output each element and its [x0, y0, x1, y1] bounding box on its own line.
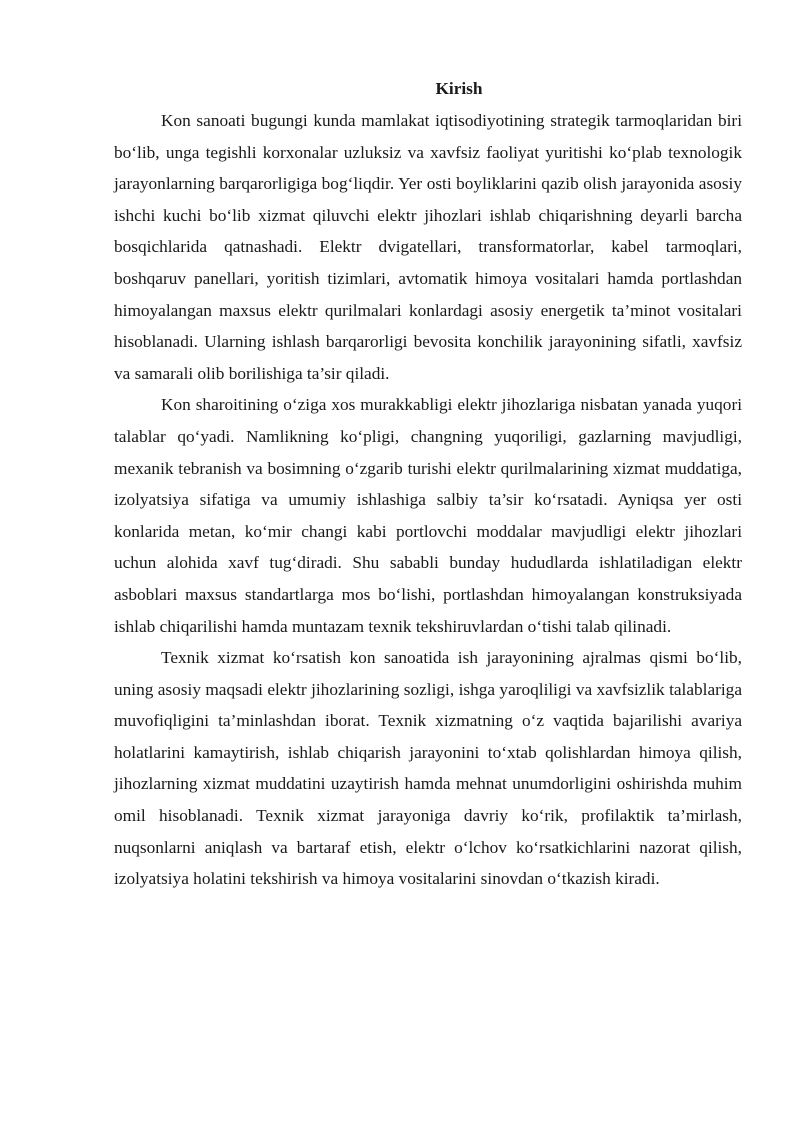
- paragraph-2: Kon sharoitining o‘ziga xos murakkabligi elektr jihozlariga nisbatan yanada yuqori talablar qo‘yadi. Namlikning ko‘pligi, changning yuqoriligi, gazlarning mavjudligi, mexanik tebranish va bosimning o‘zgarib turishi elektr qurilmalarining xizmat muddatiga, izolyatsiya sifatiga va umumiy ishlashiga salbiy ta’sir ko‘rsatadi. Ayniqsa yer osti konlarida metan, ko‘mir changi kabi portlovchi moddalar mavjudligi elektr jihozlari uchun alohida xavf tug‘diradi. Shu sababli bunday hududlarda ishlatiladigan elektr asboblari maxsus standartlarga mos bo‘lishi, portlashdan himoyalangan konstruksiyada ishlab chiqarilishi hamda muntazam texnik tekshiruvlardan o‘tishi talab qilinadi.: [114, 395, 742, 636]
- paragraph-3: Texnik xizmat ko‘rsatish kon sanoatida ish jarayonining ajralmas qismi bo‘lib, uning asosiy maqsadi elektr jihozlarining sozligi, ishga yaroqliligi va xavfsizlik talablariga muvofiqligini ta’minlashdan iborat. Texnik xizmatning o‘z vaqtida bajarilishi avariya holatlarini kamaytirish, ishlab chiqarish jarayonini to‘xtab qolishlardan himoya qilish, jihozlarning xizmat muddatini uzaytirish hamda mehnat unumdorligini oshirishda muhim omil hisoblanadi. Texnik xizmat jarayoniga davriy ko‘rik, profilaktik ta’mirlash, nuqsonlarni aniqlash va bartaraf etish, elektr o‘lchov ko‘rsatkichlarini nazorat qilish, izolyatsiya holatini tekshirish va himoya vositalarini sinovdan o‘tkazish kiradi.: [114, 648, 742, 889]
- paragraph-1: Kon sanoati bugungi kunda mamlakat iqtisodiyotining strategik tarmoqlaridan biri bo‘lib, unga tegishli korxonalar uzluksiz va xavfsiz faoliyat yuritishi ko‘plab texnologik jarayonlarning barqarorligiga bog‘liqdir. Yer osti boyliklarini qazib olish jarayonida asosiy ishchi kuchi bo‘lib xizmat qiluvchi elektr jihozlari ishlab chiqarishning deyarli barcha bosqichlarida qatnashadi. Elektr dvigatellari, transformatorlar, kabel tarmoqlari, boshqaruv panellari, yoritish tizimlari, avtomatik himoya vositalari hamda portlashdan himoyalangan maxsus elektr qurilmalari konlardagi asosiy energetik ta’minot vositalari hisoblanadi. Ularning ishlash barqarorligi bevosita konchilik jarayonining sifatli, xavfsiz va samarali olib borilishiga ta’sir qiladi.: [114, 111, 742, 383]
- page-title: Kirish: [435, 79, 483, 98]
- document-body: [114, 72, 742, 895]
